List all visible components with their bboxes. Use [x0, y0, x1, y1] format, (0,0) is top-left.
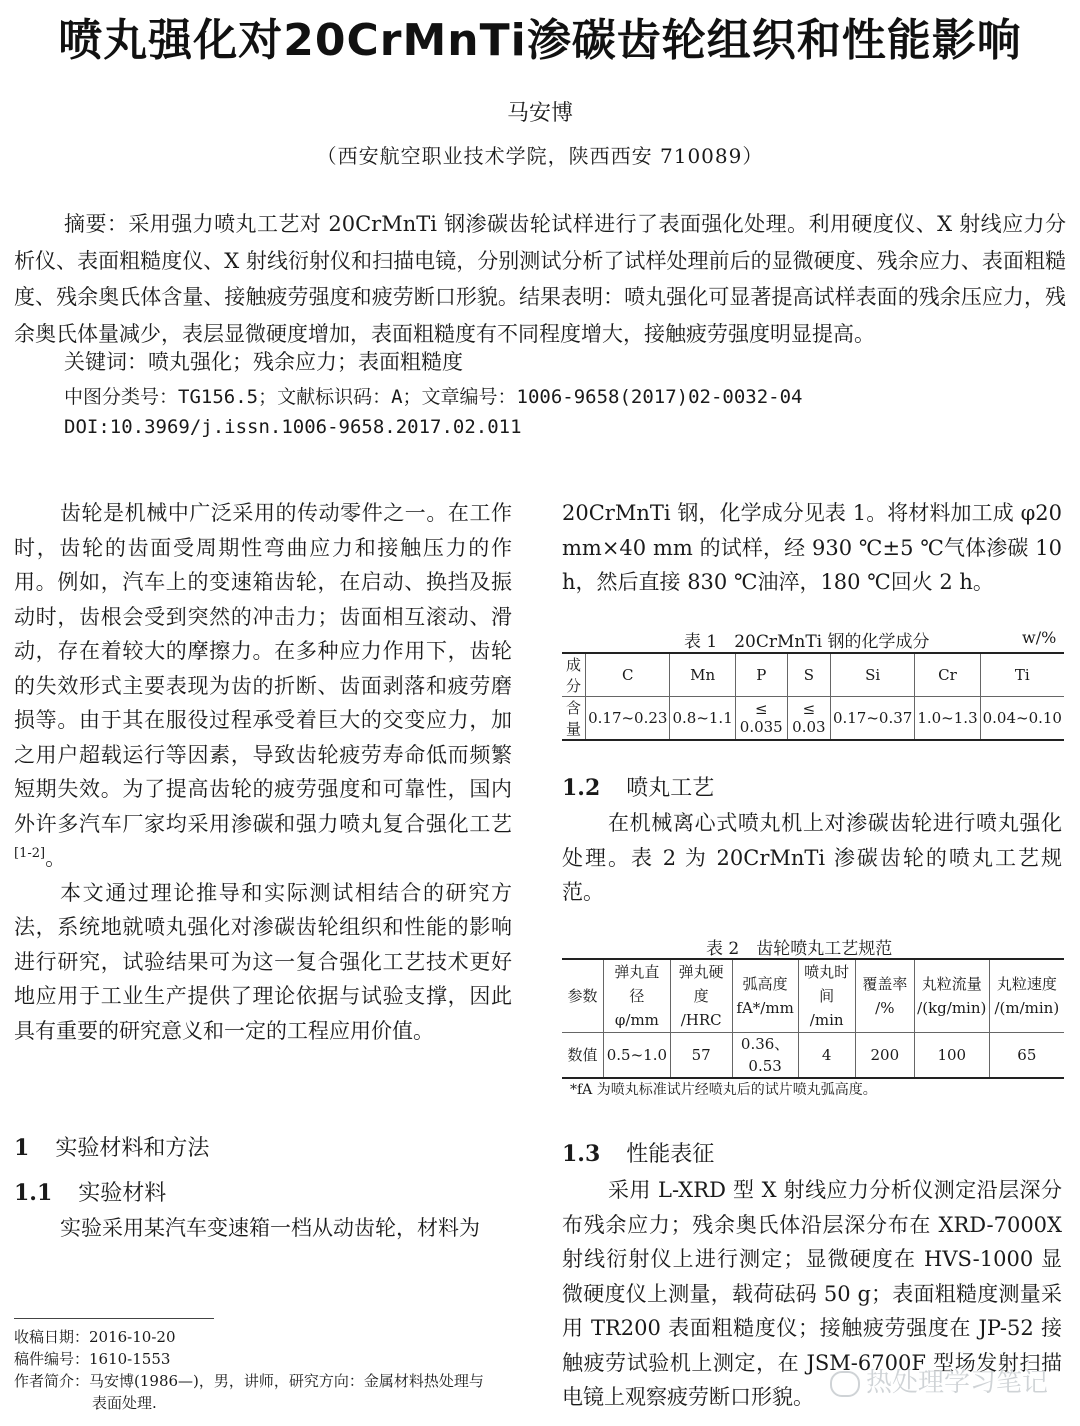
section-1-3-heading — [562, 1137, 714, 1168]
table-cell: ≤ 0.035 — [735, 697, 787, 741]
table-cell: 0.17~0.37 — [830, 697, 914, 741]
citation-1-2[interactable]: [1-2] — [14, 846, 46, 861]
wechat-icon — [830, 1371, 860, 1397]
keywords: 关键词：喷丸强化；残余应力；表面粗糙度 — [64, 350, 463, 374]
section-title: 性能表征 — [626, 1142, 715, 1167]
header-line: fA*/mm — [736, 999, 794, 1017]
table-header-row — [562, 653, 1064, 697]
table-2-caption: 表 2 齿轮喷丸工艺规范 — [706, 939, 893, 959]
section-title: 实验材料和方法 — [55, 1136, 210, 1161]
author-affiliation: （西安航空职业技术学院，陕西西安 710089） — [316, 144, 764, 168]
abstract: 摘要：采用强力喷丸工艺对 20CrMnTi 钢渗碳齿轮试样进行了表面强化处理。利用硬度仪、X 射线应力分析仪、表面粗糙度仪、X 射线衍射仪和扫描电镜，分别测试分析了试样处理前后的显微硬度、残余应力、表面粗糙度、残余奥氏体含量、接触疲劳强度和疲劳断口形貌。结果表明：喷丸强化可显著提高试样表面的残余压应力，残余奥氏体量减少，表层显微硬度增加，表面粗糙度有不同程度增大，接触疲劳强度明显提高。 — [14, 212, 1066, 346]
section-number: 1.1 — [14, 1180, 53, 1206]
header-line: 弹丸硬 — [678, 963, 724, 981]
table-header-cell — [604, 959, 671, 1033]
table-header-cell: C — [586, 653, 670, 697]
paper-title: 喷丸强化对20CrMnTi渗碳齿轮组织和性能影响 — [58, 15, 1022, 66]
characterization-paragraph: 采用 L-XRD 型 X 射线应力分析仪测定沿层深分布残余应力；残余奥氏体沿层深分布在 XRD-7000X 射线衍射仪上进行测定；显微硬度在 HVS-1000 显微硬度仪上测量，载荷砝码 50 g；表面粗糙度测量采用 TR200 表面粗糙度仪；接触疲劳强度在 JP-52 接触疲劳试验机上测定，在 JSM-6700F 型场发射扫描电镜上观察疲劳断口形貌。 — [562, 1178, 1062, 1409]
watermark — [830, 1362, 1048, 1399]
header-line: /% — [875, 999, 895, 1017]
intro-section — [14, 496, 512, 1048]
table-header-cell — [914, 959, 989, 1033]
table-cell: 4 — [798, 1033, 855, 1079]
header-line: 间 /min — [809, 987, 844, 1029]
header-line: 覆盖率 — [862, 975, 908, 993]
cell-line: 0.53 — [748, 1057, 782, 1075]
header-line: 喷丸时 — [804, 963, 850, 981]
classification-number: 中图分类号：TG156.5；文献标识码：A；文章编号：1006-9658(2017)02-0032-04 — [64, 386, 803, 408]
table-1-caption: 表 1 20CrMnTi 钢的化学成分 — [684, 632, 930, 652]
shot-peening-paragraph: 在机械离心式喷丸机上对渗碳齿轮进行喷丸强化处理。表 2 为 20CrMnTi 渗碳齿轮的喷丸工艺规范。 — [562, 811, 1062, 904]
author-name: 马安博 — [506, 101, 573, 126]
table-header-cell — [670, 959, 732, 1033]
table-header-row — [562, 959, 1064, 1033]
table-cell: 200 — [855, 1033, 914, 1079]
table-1-unit: w/% — [1022, 628, 1057, 647]
table-header-cell: Mn — [670, 653, 735, 697]
table-cell: 0.5~1.0 — [604, 1033, 671, 1079]
manuscript-number: 稿件编号：1610-1553 — [14, 1350, 171, 1368]
table-cell: 含量 — [566, 699, 582, 738]
watermark-text: 热处理学习笔记 — [866, 1368, 1049, 1398]
section-title: 实验材料 — [78, 1181, 167, 1206]
section-1-1-heading — [14, 1176, 166, 1207]
header-line: 弧高度 — [742, 975, 788, 993]
table-cell: 65 — [989, 1033, 1064, 1079]
table-cell: 0.04~0.10 — [980, 697, 1064, 741]
doi[interactable]: DOI:10.3969/j.issn.1006-9658.2017.02.011 — [64, 416, 522, 438]
table-header-cell: Si — [830, 653, 914, 697]
footnote-divider — [14, 1318, 214, 1319]
section-number: 1.2 — [562, 775, 601, 801]
table-header-cell — [855, 959, 914, 1033]
intro-paragraph-1 — [14, 496, 512, 876]
table-cell: 0.17~0.23 — [586, 697, 670, 741]
table-row — [562, 1033, 1064, 1079]
table-header-cell: Cr — [915, 653, 980, 697]
header-line: 丸粒流量 — [921, 975, 982, 993]
table-header-cell: S — [787, 653, 830, 697]
table-cell: 100 — [914, 1033, 989, 1079]
section-1-heading — [14, 1131, 209, 1162]
table-cell: 数值 — [567, 1046, 598, 1064]
table-header-cell: 成分 — [562, 653, 586, 697]
table-header-cell — [732, 959, 798, 1033]
header-line: 径 φ/mm — [614, 987, 659, 1029]
header-line: 弹丸直 — [614, 963, 660, 981]
table-header-cell: P — [735, 653, 787, 697]
table-cell: ≤ 0.03 — [787, 697, 830, 741]
header-line: 丸粒速度 — [996, 975, 1057, 993]
table-header-cell — [989, 959, 1064, 1033]
section-number: 1.3 — [562, 1141, 601, 1167]
table-header-cell — [798, 959, 855, 1033]
table-header-cell: 参数 — [562, 959, 604, 1033]
table-2-note: *fA 为喷丸标准试片经喷丸后的试片喷丸弧高度。 — [570, 1082, 877, 1098]
author-bio-line-2: 表面处理. — [92, 1394, 157, 1412]
table-1-composition — [562, 652, 1064, 741]
header-line: /(m/min) — [994, 999, 1060, 1017]
intro-paragraph-1-text: 齿轮是机械中广泛采用的传动零件之一。在工作时，齿轮的齿面受周期性弯曲应力和接触压力的作用。例如，汽车上的变速箱齿轮，在启动、换挡及振动时，齿根会受到突然的冲击力；齿面相互滚动、滑动，存在着较大的摩擦力。在多种应力作用下，齿轮的失效形式主要表现为齿的折断、齿面剥落和疲劳磨损等。由于其在服役过程承受着巨大的交变应力，加之用户超载运行等因素，导致齿轮疲劳寿命低而频繁短期失效。为了提高齿轮的疲劳强度和可靠性，国内外许多汽车厂家均采用渗碳和强力喷丸复合强化工艺 — [14, 501, 512, 836]
table-header-cell: Ti — [980, 653, 1064, 697]
material-paragraph-continued: 20CrMnTi 钢，化学成分见表 1。将材料加工成 φ20 mm×40 mm 的试样，经 930 ℃±5 ℃气体渗碳 10 h，然后直接 830 ℃油淬，180 ℃回火 2 h。 — [562, 501, 1062, 594]
section-number: 1 — [14, 1135, 30, 1161]
table-cell: 57 — [670, 1033, 732, 1079]
header-line: /(kg/min) — [917, 999, 987, 1017]
table-cell: 0.8~1.1 — [670, 697, 735, 741]
received-date: 收稿日期：2016-10-20 — [14, 1328, 176, 1346]
table-cell — [732, 1033, 798, 1079]
table-2-peening-params — [562, 958, 1064, 1079]
author-bio-line-1: 作者简介：马安博(1986—)，男，讲师，研究方向：金属材料热处理与 — [14, 1372, 484, 1390]
section-title: 喷丸工艺 — [626, 776, 715, 801]
header-line: 度 /HRC — [680, 987, 722, 1029]
material-paragraph-start: 实验采用某汽车变速箱一档从动齿轮，材料为 — [60, 1216, 480, 1240]
table-cell: 1.0~1.3 — [915, 697, 980, 741]
section-1-2-heading — [562, 771, 714, 802]
intro-paragraph-1-end: 。 — [45, 846, 67, 870]
cell-line: 0.36、 — [740, 1035, 790, 1053]
intro-paragraph-2: 本文通过理论推导和实际测试相结合的研究方法，系统地就喷丸强化对渗碳齿轮组织和性能的影响进行研究，试验结果可为这一复合强化工艺技术更好地应用于工业生产提供了理论依据与试验支撑，因此具有重要的研究意义和一定的工程应用价值。 — [14, 880, 512, 1043]
table-row — [562, 697, 1064, 741]
